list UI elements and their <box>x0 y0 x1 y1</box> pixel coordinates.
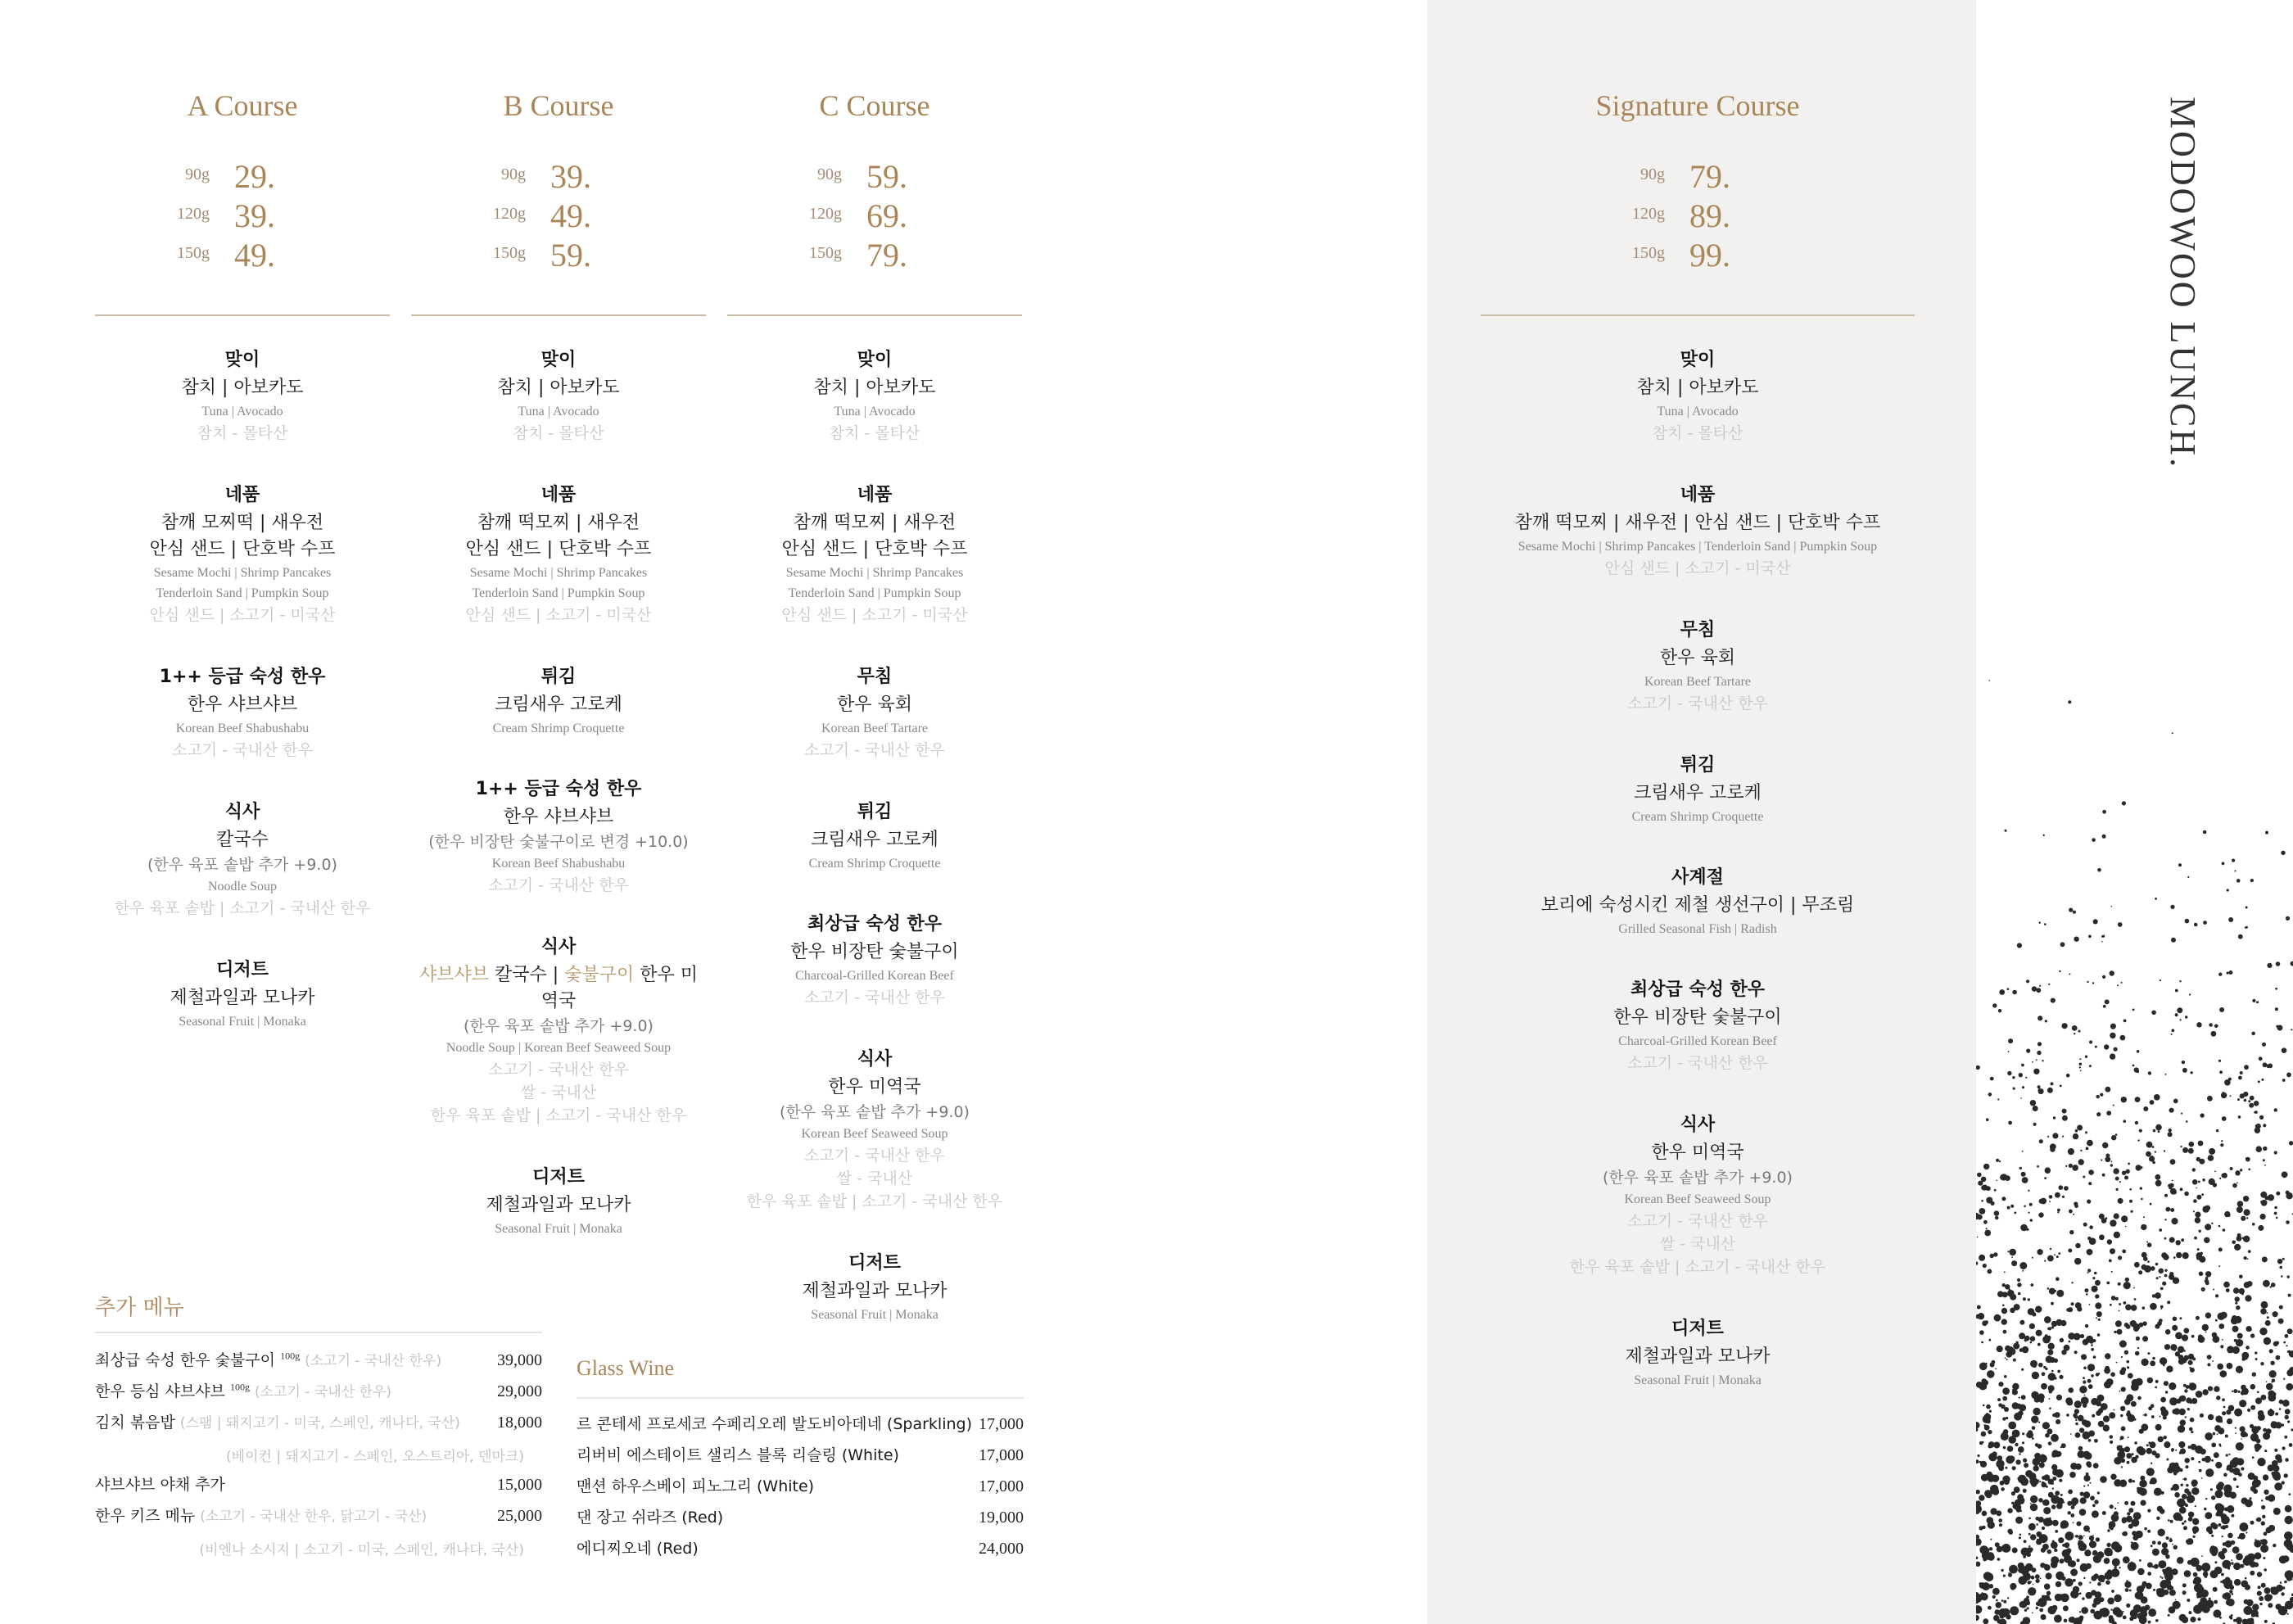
course-price: 99. <box>1689 237 1730 274</box>
portion-weight: 150g <box>809 244 842 262</box>
extra-item-name: 김치 볶음밥 <box>95 1414 175 1432</box>
wine-name: 리버비 에스테이트 샐리스 블록 리슬링 (White) <box>577 1446 899 1464</box>
dish-name: 안심 샌드 | 단호박 수프 <box>465 539 652 559</box>
menu-section <box>1481 1314 1915 1391</box>
section-heading: 무침 <box>857 667 893 687</box>
dish-name: 안심 샌드 | 단호박 수프 <box>781 539 968 559</box>
section-heading: 무침 <box>1680 620 1716 640</box>
extra-item-name: 최상급 숙성 한우 숯불구이 <box>95 1351 276 1369</box>
extra-menu-divider <box>95 1332 542 1333</box>
dish-option-accent: 숯불구이 <box>564 965 640 985</box>
section-heading: 디저트 <box>1671 1319 1724 1339</box>
dish-name: 한우 미역국 <box>828 1077 921 1097</box>
price-row <box>727 157 1022 197</box>
menu-section <box>727 1045 1022 1213</box>
section-heading: 식사 <box>857 1049 893 1070</box>
course-price: 79. <box>866 237 907 274</box>
glass-wine-divider <box>577 1397 1024 1399</box>
origin-label: 소고기 - 국내산 한우 <box>1627 1212 1768 1230</box>
menu-section <box>95 956 390 1032</box>
section-heading: 네품 <box>224 485 260 505</box>
extra-item-price: 18,000 <box>497 1414 542 1432</box>
dish-english-name: Tuna | Avocado <box>201 405 283 418</box>
origin-label: 소고기 - 국내산 한우 <box>1627 1054 1768 1072</box>
course-price: 39. <box>550 158 591 195</box>
dish-name: 제철과일과 모나카 <box>486 1195 631 1215</box>
section-heading: 식사 <box>1680 1115 1716 1135</box>
glass-wine-list <box>577 1412 1024 1567</box>
dish-english-name: Korean Beef Shabushabu <box>491 857 626 871</box>
extra-item-label <box>95 1348 441 1370</box>
course-menu <box>411 346 706 1275</box>
portion-weight: 150g <box>493 244 526 262</box>
dish-name: 제철과일과 모나카 <box>170 988 315 1008</box>
origin-label: 안심 샌드 | 소고기 - 미국산 <box>149 606 336 624</box>
extra-item-origin-detail: (베이컨 | 돼지고기 - 스페인, 오스트리아, 덴마크) <box>226 1449 524 1465</box>
course-title: B Course <box>503 89 614 122</box>
section-heading: 디저트 <box>848 1253 901 1273</box>
wine-price: 24,000 <box>979 1540 1024 1558</box>
dish-name: 참치 | 아보카도 <box>497 378 620 398</box>
section-heading: 식사 <box>224 802 260 822</box>
menu-section <box>411 775 706 897</box>
dish-english-name: Korean Beef Shabushabu <box>175 722 310 735</box>
extra-item-price: 39,000 <box>497 1351 542 1369</box>
menu-section <box>411 346 706 445</box>
section-heading: 1++ 등급 숙성 한우 <box>475 779 642 799</box>
extra-menu-item <box>95 1348 542 1379</box>
origin-label: 쌀 - 국내산 <box>1659 1235 1736 1253</box>
extra-item-price: 29,000 <box>497 1382 542 1400</box>
dish-name: 참깨 떡모찌 | 새우전 | 안심 샌드 | 단호박 수프 <box>1514 513 1881 533</box>
dish-upgrade-note: (한우 육포 솥밥 추가 +9.0) <box>147 856 337 874</box>
dish-upgrade-note: (한우 육포 솥밥 추가 +9.0) <box>1603 1169 1793 1187</box>
dish-english-name: Sesame Mochi | Shrimp Pancakes <box>153 566 332 580</box>
course-menu <box>1481 346 1915 1427</box>
dish-english-name: Tenderloin Sand | Pumpkin Soup <box>156 586 329 600</box>
dish-english-name: Tuna | Avocado <box>1657 405 1739 418</box>
extra-item-price: 25,000 <box>497 1507 542 1525</box>
menu-section <box>411 933 706 1127</box>
portion-weight: 120g <box>809 205 842 223</box>
course-price: 29. <box>234 158 275 195</box>
course-title: Signature Course <box>1595 89 1800 122</box>
portion-weight: 120g <box>493 205 526 223</box>
wine-price: 17,000 <box>979 1477 1024 1495</box>
dish-name: 한우 샤브샤브 <box>187 694 298 715</box>
price-row <box>95 157 390 197</box>
glass-wine-menu <box>577 1356 1024 1567</box>
menu-section <box>95 346 390 445</box>
course-divider <box>411 314 706 316</box>
menu-section <box>411 481 706 627</box>
dish-english-name: Tuna | Avocado <box>518 405 599 418</box>
portion-weight: 90g <box>185 165 210 183</box>
course-price: 59. <box>550 237 591 274</box>
course-price: 59. <box>866 158 907 195</box>
menu-section <box>727 1249 1022 1325</box>
origin-label: 안심 샌드 | 소고기 - 미국산 <box>1604 559 1791 577</box>
course-price: 69. <box>866 197 907 234</box>
section-heading: 맞이 <box>540 350 577 370</box>
price-row <box>411 157 706 197</box>
section-heading: 네품 <box>857 485 893 505</box>
price-row <box>1481 197 1915 236</box>
menu-section <box>1481 481 1915 580</box>
price-row <box>411 236 706 275</box>
portion-weight: 120g <box>177 205 210 223</box>
menu-section <box>1481 1111 1915 1278</box>
origin-label: 안심 샌드 | 소고기 - 미국산 <box>465 606 652 624</box>
wine-item <box>577 1443 1024 1474</box>
course-price: 79. <box>1689 158 1730 195</box>
dish-option: 칼국수 | <box>495 965 565 985</box>
dish-name: 크림새우 고로케 <box>1634 783 1762 803</box>
origin-label: 쌀 - 국내산 <box>836 1169 913 1187</box>
extra-item-origin: (소고기 - 국내산 한우) <box>255 1384 392 1400</box>
course-title: C Course <box>819 89 930 122</box>
wine-name: 맨션 하우스베이 피노그리 (White) <box>577 1477 815 1495</box>
origin-label: 소고기 - 국내산 한우 <box>804 988 945 1007</box>
menu-section <box>727 481 1022 627</box>
brand-title: MODOWOO LUNCH. <box>2163 97 2203 470</box>
origin-label: 안심 샌드 | 소고기 - 미국산 <box>781 606 968 624</box>
section-heading: 네품 <box>1680 485 1716 505</box>
section-heading: 튀김 <box>1680 755 1716 776</box>
course-divider <box>727 314 1022 316</box>
section-heading: 최상급 숙성 한우 <box>1630 979 1766 1000</box>
menu-section <box>727 663 1022 762</box>
price-row <box>95 236 390 275</box>
origin-label: 소고기 - 국내산 한우 <box>1627 694 1768 712</box>
dish-name: 제철과일과 모나카 <box>802 1281 948 1301</box>
wine-price: 19,000 <box>979 1509 1024 1527</box>
origin-label: 참치 - 몰타산 <box>513 424 604 442</box>
dish-name: 참치 | 아보카도 <box>813 378 936 398</box>
extra-item-label <box>95 1410 460 1432</box>
extra-menu-item <box>95 1472 542 1504</box>
course-price: 49. <box>550 197 591 234</box>
extra-item-origin: (소고기 - 국내산 한우) <box>305 1353 442 1369</box>
wine-name: 르 콘테세 프로세코 수페리오레 발도비아데네 (Sparkling) <box>577 1415 972 1433</box>
dish-name: 보리에 숙성시킨 제철 생선구이 | 무조림 <box>1540 895 1855 916</box>
extra-item-weight: 100g <box>280 1350 301 1362</box>
portion-weight: 90g <box>1640 165 1665 183</box>
menu-section <box>95 798 390 920</box>
course-divider <box>95 314 390 316</box>
dish-name: 크림새우 고로케 <box>495 694 622 715</box>
dish-name: 한우 미역국 <box>1651 1142 1744 1163</box>
section-heading: 네품 <box>540 485 577 505</box>
dish-english-name: Seasonal Fruit | Monaka <box>495 1222 622 1236</box>
section-heading: 튀김 <box>540 667 577 687</box>
dish-english-name: Cream Shrimp Croquette <box>492 722 625 735</box>
dish-english-name: Korean Beef Tartare <box>821 722 929 735</box>
origin-label: 참치 - 몰타산 <box>197 424 288 442</box>
extra-menu-list <box>95 1348 542 1566</box>
section-heading: 사계절 <box>1671 867 1724 888</box>
origin-label: 소고기 - 국내산 한우 <box>172 741 313 759</box>
price-table <box>1481 157 1915 275</box>
section-heading: 식사 <box>540 937 577 957</box>
course-menu <box>95 346 390 1068</box>
extra-item-origin: (스팸 | 돼지고기 - 미국, 스페인, 캐나다, 국산) <box>179 1415 460 1432</box>
dish-english-name: Charcoal-Grilled Korean Beef <box>1618 1034 1777 1048</box>
menu-section <box>1481 863 1915 939</box>
price-table <box>727 157 1022 275</box>
wine-price: 17,000 <box>979 1415 1024 1433</box>
origin-label: 참치 - 몰타산 <box>1652 424 1743 442</box>
price-table <box>411 157 706 275</box>
menu-section <box>411 1163 706 1239</box>
section-heading: 디저트 <box>216 960 269 980</box>
wine-name: 에디찌오네 (Red) <box>577 1540 699 1558</box>
menu-section <box>727 346 1022 445</box>
price-table <box>95 157 390 275</box>
portion-weight: 90g <box>501 165 526 183</box>
extra-menu-item <box>95 1379 542 1410</box>
dish-upgrade-note: (한우 육포 솥밥 추가 +9.0) <box>464 1017 654 1035</box>
dish-english-name: Sesame Mochi | Shrimp Pancakes | Tenderloin Sand | Pumpkin Soup <box>1517 540 1878 554</box>
section-heading: 맞이 <box>224 350 260 370</box>
origin-label: 소고기 - 국내산 한우 <box>488 1061 629 1079</box>
dish-english-name: Cream Shrimp Croquette <box>1631 810 1764 824</box>
section-heading: 맞이 <box>1680 350 1716 370</box>
dish-english-name: Seasonal Fruit | Monaka <box>811 1308 938 1322</box>
dish-name: 한우 육회 <box>836 694 912 715</box>
menu-section <box>95 663 390 762</box>
price-row <box>727 197 1022 236</box>
dish-english-name: Cream Shrimp Croquette <box>808 857 941 871</box>
dish-name: 한우 샤브샤브 <box>503 807 614 827</box>
extra-item-label <box>95 1504 427 1526</box>
course-menu <box>727 346 1022 1361</box>
portion-weight: 90g <box>817 165 842 183</box>
extra-item-label <box>95 1379 391 1401</box>
dish-name: 참깨 떡모찌 | 새우전 <box>793 513 957 533</box>
course-price: 49. <box>234 237 275 274</box>
origin-label: 소고기 - 국내산 한우 <box>804 1147 945 1165</box>
dish-upgrade-note: (한우 비장탄 숯불구이로 변경 +10.0) <box>428 833 689 851</box>
portion-weight: 150g <box>177 244 210 262</box>
menu-section <box>727 910 1022 1009</box>
price-row <box>1481 236 1915 275</box>
price-row <box>411 197 706 236</box>
dish-english-name: Korean Beef Seaweed Soup <box>801 1127 948 1141</box>
course-title: A Course <box>187 89 298 122</box>
menu-section <box>727 798 1022 874</box>
dish-english-name: Noodle Soup <box>208 880 277 893</box>
price-row <box>1481 157 1915 197</box>
dish-option-accent: 샤브샤브 <box>419 965 495 985</box>
dish-english-name: Tenderloin Sand | Pumpkin Soup <box>472 586 645 600</box>
menu-section <box>1481 616 1915 715</box>
dish-english-name: Grilled Seasonal Fish | Radish <box>1618 922 1777 936</box>
extra-item-name: 한우 키즈 메뉴 <box>95 1507 196 1525</box>
wine-price: 17,000 <box>979 1446 1024 1464</box>
menu-section <box>1481 346 1915 445</box>
wine-item <box>577 1536 1024 1567</box>
extra-item-label <box>95 1472 225 1495</box>
extra-menu-item <box>95 1504 542 1535</box>
dish-name <box>411 962 706 1015</box>
section-heading: 최상급 숙성 한우 <box>807 914 943 934</box>
dish-english-name: Tuna | Avocado <box>834 405 916 418</box>
wine-item <box>577 1474 1024 1505</box>
menu-section <box>411 663 706 739</box>
portion-weight: 150g <box>1632 244 1665 262</box>
dish-name: 안심 샌드 | 단호박 수프 <box>149 539 336 559</box>
section-heading: 튀김 <box>857 802 893 822</box>
extra-item-name: 샤브샤브 야채 추가 <box>95 1476 225 1494</box>
price-row <box>95 197 390 236</box>
glass-wine-title: Glass Wine <box>577 1356 675 1380</box>
origin-label: 쌀 - 국내산 <box>520 1083 597 1102</box>
extra-item-price: 15,000 <box>497 1476 542 1494</box>
extra-menu-item <box>95 1410 542 1441</box>
dish-name: 한우 비장탄 숯불구이 <box>790 942 959 962</box>
origin-label: 한우 육포 솥밥 | 소고기 - 국내산 한우 <box>746 1192 1003 1210</box>
menu-section <box>1481 975 1915 1074</box>
dish-upgrade-note: (한우 육포 솥밥 추가 +9.0) <box>780 1103 970 1121</box>
extra-item-weight: 100g <box>229 1381 250 1393</box>
menu-section <box>1481 751 1915 827</box>
wine-name: 댄 장고 쉬라즈 (Red) <box>577 1509 724 1527</box>
wine-item <box>577 1505 1024 1536</box>
dish-name: 크림새우 고로케 <box>811 830 938 850</box>
dish-option: 한우 미역국 <box>540 965 698 1011</box>
dish-name: 참깨 떡모찌 | 새우전 <box>477 513 640 533</box>
section-heading: 1++ 등급 숙성 한우 <box>159 667 326 687</box>
dish-english-name: Tenderloin Sand | Pumpkin Soup <box>788 586 961 600</box>
dish-name: 참치 | 아보카도 <box>1636 378 1759 398</box>
dish-english-name: Charcoal-Grilled Korean Beef <box>795 969 954 983</box>
price-row <box>727 236 1022 275</box>
extra-menu-title: 추가 메뉴 <box>95 1296 184 1320</box>
origin-label: 한우 육포 솥밥 | 소고기 - 국내산 한우 <box>430 1106 687 1124</box>
extra-menu <box>95 1291 542 1566</box>
origin-label: 한우 육포 솥밥 | 소고기 - 국내산 한우 <box>1569 1258 1826 1276</box>
dish-name: 참깨 모찌떡 | 새우전 <box>161 513 324 533</box>
section-heading: 디저트 <box>532 1167 585 1187</box>
extra-item-origin-detail: (비엔나 소시지 | 소고기 - 미국, 스페인, 캐나다, 국산) <box>199 1542 524 1558</box>
wine-item <box>577 1412 1024 1443</box>
extra-item-name: 한우 등심 샤브샤브 <box>95 1382 225 1400</box>
origin-label: 참치 - 몰타산 <box>829 424 920 442</box>
origin-label: 한우 육포 솥밥 | 소고기 - 국내산 한우 <box>114 899 371 917</box>
course-price: 89. <box>1689 197 1730 234</box>
dish-name: 한우 육회 <box>1659 648 1735 668</box>
menu-section <box>95 481 390 627</box>
dish-english-name: Noodle Soup | Korean Beef Seaweed Soup <box>445 1041 672 1055</box>
dish-english-name: Seasonal Fruit | Monaka <box>1634 1373 1762 1387</box>
dish-english-name: Sesame Mochi | Shrimp Pancakes <box>469 566 648 580</box>
dish-english-name: Korean Beef Seaweed Soup <box>1624 1192 1771 1206</box>
origin-label: 소고기 - 국내산 한우 <box>488 876 629 894</box>
dish-english-name: Seasonal Fruit | Monaka <box>179 1015 306 1029</box>
course-price: 39. <box>234 197 275 234</box>
course-divider <box>1481 314 1915 316</box>
dish-english-name: Sesame Mochi | Shrimp Pancakes <box>785 566 964 580</box>
origin-label: 소고기 - 국내산 한우 <box>804 741 945 759</box>
dish-name: 한우 비장탄 숯불구이 <box>1613 1007 1782 1028</box>
dish-name: 칼국수 <box>216 830 269 850</box>
dish-name: 참치 | 아보카도 <box>181 378 304 398</box>
dish-english-name: Korean Beef Tartare <box>1644 675 1752 689</box>
ink-splatter-decoration <box>1976 0 2293 1624</box>
section-heading: 맞이 <box>857 350 893 370</box>
portion-weight: 120g <box>1632 205 1665 223</box>
extra-item-origin: (소고기 - 국내산 한우, 닭고기 - 국산) <box>200 1509 427 1525</box>
dish-name: 제철과일과 모나카 <box>1625 1346 1771 1367</box>
